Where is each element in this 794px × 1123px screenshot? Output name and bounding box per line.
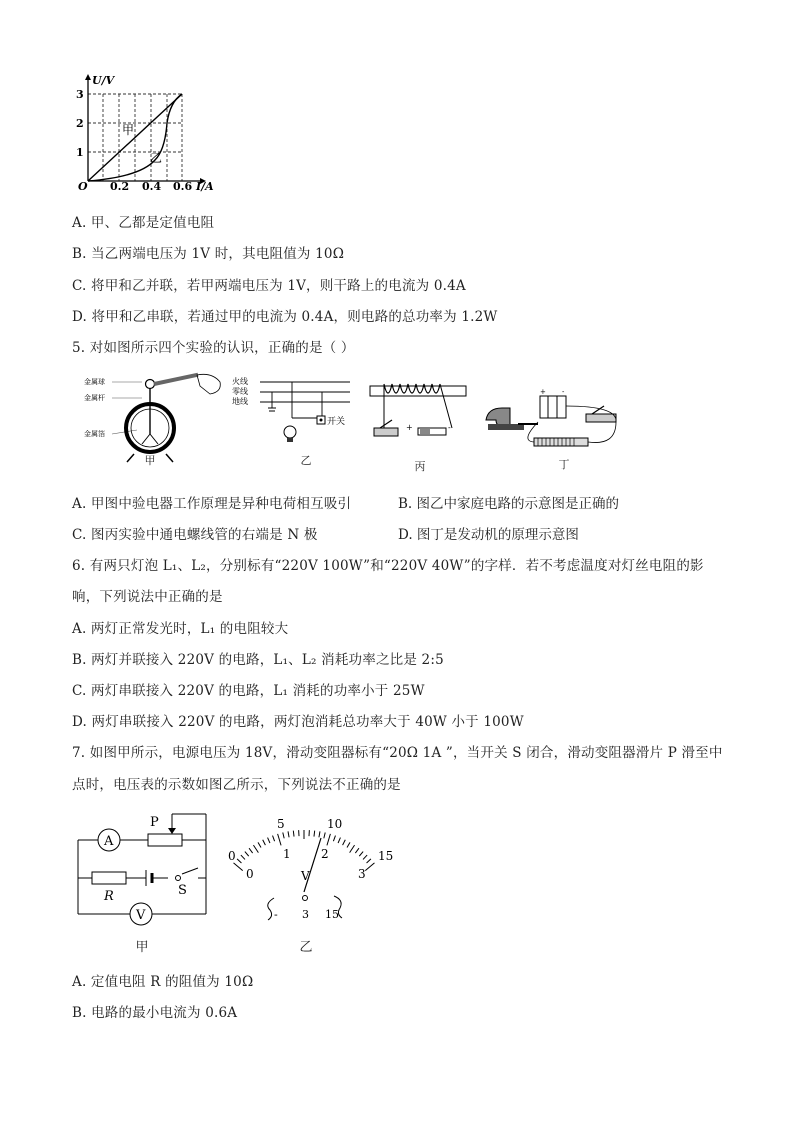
x-tick: 0.4	[142, 180, 162, 192]
meter-tick	[324, 832, 325, 838]
line-jia	[88, 94, 182, 181]
label-ground-wire: 地线	[232, 397, 248, 406]
meter-tick	[365, 863, 374, 871]
y-axis-label: U/V	[92, 74, 115, 87]
meter-tick	[263, 840, 266, 845]
meter-tick	[273, 836, 275, 842]
q5-option-c: C. 图丙实验中通电螺线管的右端是 N 极	[72, 527, 318, 543]
outer-scale-15: 15	[378, 849, 394, 863]
meter-tick	[359, 852, 363, 857]
meter-scale-ticks	[234, 830, 375, 871]
caption-meter: 乙	[299, 940, 313, 955]
meter-tick	[253, 845, 258, 853]
x-axis-label: I/A	[196, 180, 214, 192]
meter-tick	[327, 834, 330, 845]
label-yi: 乙	[150, 151, 163, 165]
meter-tick	[283, 832, 284, 838]
inner-scale-3: 3	[358, 867, 366, 881]
meter-tick	[319, 831, 320, 837]
meter-tick	[338, 838, 340, 844]
q4-option-a: A. 甲、乙都是定值电阻	[72, 215, 215, 231]
figure-solenoid	[366, 380, 476, 473]
q6-option-b: B. 两灯并联接入 220V 的电路，L₁、L₂ 消耗功率之比是 2:5	[72, 652, 444, 668]
y-tick: 1	[76, 146, 84, 159]
q7-stem-line1: 7. 如图甲所示，电源电压为 18V，滑动变阻器标有“20Ω 1A ”，当开关 S 闭合，滑动变阻器滑片 P 滑至中	[72, 745, 723, 761]
caption-jia: 甲	[144, 454, 156, 467]
q6-stem-line2: 响，下列说法中正确的是	[72, 589, 223, 605]
terminal-negative: -	[274, 908, 278, 921]
caption-circuit: 甲	[135, 940, 149, 955]
figure-household-circuit	[232, 374, 352, 468]
meter-tick	[347, 842, 350, 847]
meter-tick	[249, 848, 253, 853]
q4-option-c: C. 将甲和乙并联，若甲两端电压为 1V，则干路上的电流为 0.4A	[72, 278, 466, 294]
inner-scale-2: 2	[321, 847, 329, 861]
label-jia: 甲	[122, 123, 135, 137]
label-neutral-wire: 零线	[232, 387, 248, 396]
origin-label: O	[78, 180, 88, 192]
svg-text:+: +	[406, 423, 413, 432]
q6-option-d: D. 两灯串联接入 220V 的电路，两灯泡消耗总功率大于 40W 小于 100W	[72, 714, 524, 730]
resistor-label: R	[104, 889, 114, 904]
outer-scale-10: 10	[327, 817, 343, 831]
label-metal-ball: 金属球	[84, 378, 105, 386]
meter-tick	[343, 840, 346, 845]
q4-option-b: B. 当乙两端电压为 1V 时，其电阻值为 10Ω	[72, 246, 345, 262]
meter-tick	[333, 836, 335, 842]
label-metal-rod: 金属杆	[84, 394, 105, 402]
meter-needle	[304, 838, 321, 892]
q6-stem-line1: 6. 有两只灯泡 L₁、L₂，分别标有“220V 100W”和“220V 40W”的字样．若不考虑温度对灯丝电阻的影	[72, 558, 704, 574]
meter-unit: V	[301, 869, 310, 883]
inner-scale-0: 0	[246, 867, 254, 881]
q7-stem-line2: 点时，电压表的示数如图乙所示，下列说法不正确的是	[72, 777, 401, 793]
meter-tick	[314, 831, 315, 837]
meter-tick	[241, 855, 245, 859]
meter-tick	[258, 842, 261, 847]
y-tick: 2	[76, 117, 84, 130]
inner-scale-1: 1	[283, 847, 291, 861]
svg-text:+: +	[540, 388, 546, 396]
meter-tick	[245, 852, 249, 857]
meter-tick	[237, 859, 241, 863]
meter-tick	[234, 863, 243, 871]
svg-text:-: -	[562, 388, 565, 396]
q5-option-b: B. 图乙中家庭电路的示意图是正确的	[398, 496, 620, 512]
figure-voltmeter	[224, 812, 404, 958]
q7-option-b: B. 电路的最小电流为 0.6A	[72, 1005, 238, 1021]
figure-circuit	[72, 808, 218, 958]
meter-tick	[288, 831, 289, 837]
outer-scale-5: 5	[277, 817, 285, 831]
label-metal-foil: 金属箔	[84, 430, 105, 438]
meter-tick	[355, 848, 359, 853]
caption-ding: 丁	[558, 458, 570, 471]
x-tick: 0.2	[110, 180, 130, 192]
svg-text:-: -	[448, 423, 451, 432]
figure-electroscope	[82, 370, 232, 468]
caption-bing: 丙	[414, 460, 426, 473]
ui-graph	[70, 72, 220, 192]
ammeter-label: A	[104, 834, 114, 849]
terminal-3: 3	[302, 908, 309, 921]
q5-option-d: D. 图丁是发动机的原理示意图	[398, 527, 579, 543]
x-tick: 0.6	[173, 180, 193, 192]
q5-stem: 5. 对如图所示四个实验的认识，正确的是（ ）	[72, 340, 355, 356]
q5-option-a: A. 甲图中验电器工作原理是异种电荷相互吸引	[72, 496, 352, 512]
meter-tick	[363, 855, 367, 859]
terminal-15: 15	[325, 908, 339, 921]
y-tick: 3	[76, 88, 84, 101]
q4-option-d: D. 将甲和乙串联，若通过甲的电流为 0.4A，则电路的总功率为 1.2W	[72, 309, 498, 325]
label-live-wire: 火线	[232, 377, 248, 386]
meter-tick	[293, 831, 294, 837]
switch-label: S	[178, 883, 187, 898]
meter-tick	[350, 845, 355, 853]
slider-label: P	[150, 815, 159, 830]
label-switch: 开关	[327, 417, 346, 427]
voltmeter-label: V	[136, 908, 146, 923]
q6-option-c: C. 两灯串联接入 220V 的电路，L₁ 消耗的功率小于 25W	[72, 683, 425, 699]
meter-tick	[278, 834, 281, 845]
figure-motor	[478, 386, 628, 472]
q7-option-a: A. 定值电阻 R 的阻值为 10Ω	[72, 974, 254, 990]
caption-yi: 乙	[300, 454, 312, 467]
meter-tick	[367, 859, 371, 863]
outer-scale-0: 0	[228, 849, 236, 863]
meter-tick	[268, 838, 270, 844]
q6-option-a: A. 两灯正常发光时，L₁ 的电阻较大	[72, 621, 289, 637]
